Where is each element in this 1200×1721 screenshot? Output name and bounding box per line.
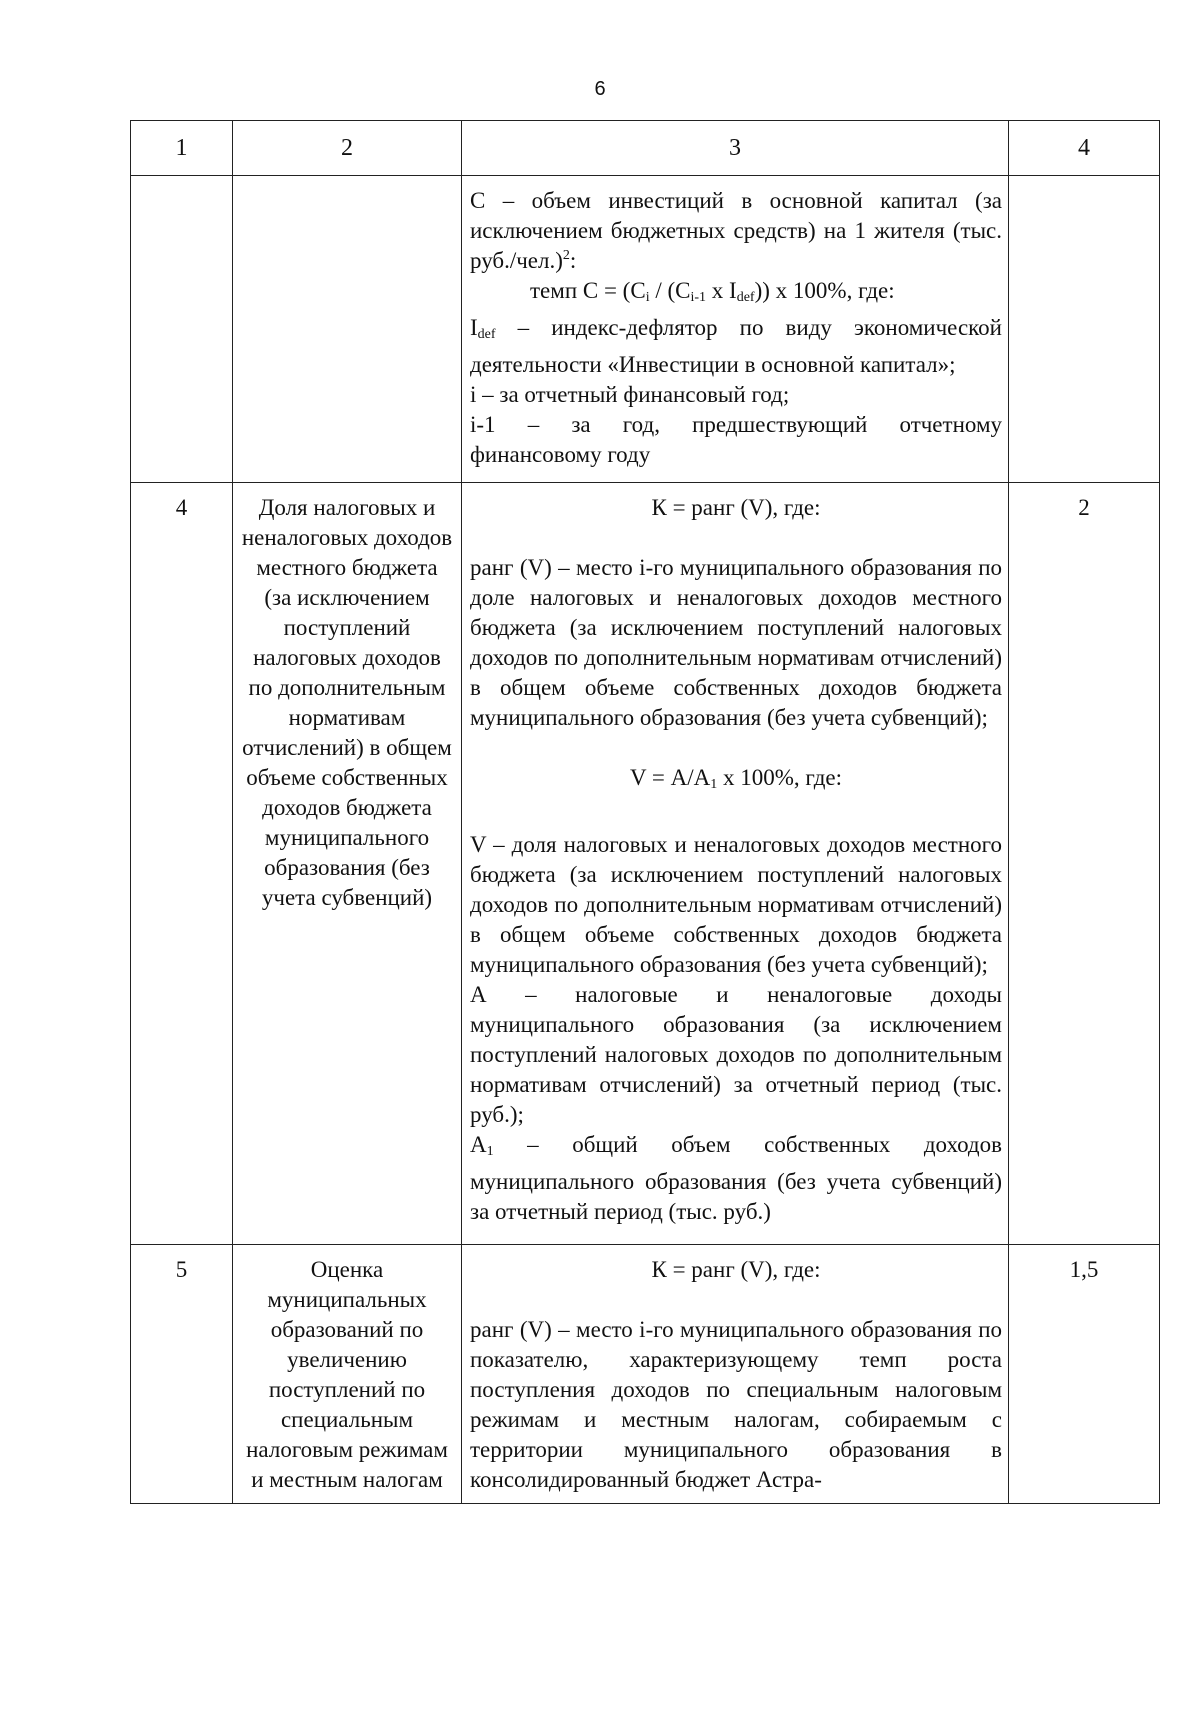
a1-definition: $А_1$ – общий объем собственных доходов муниципального образования (без учета субвенций) за отчетный период (тыс. руб.)	[470, 1132, 1002, 1224]
table-header-row	[131, 121, 1160, 176]
v-formula: $V = А/А_1$ х 100%, где:	[629, 765, 843, 792]
row-4-num: 4	[131, 483, 233, 1245]
header-col-3: 3	[462, 121, 1009, 176]
row-5-num: 5	[131, 1245, 233, 1504]
header-col-1: 1	[131, 121, 233, 176]
k-formula-row5: К = ранг (V), где:	[651, 1257, 821, 1282]
row-cont-num	[131, 176, 233, 483]
table-row-5	[131, 1245, 1160, 1504]
c-definition: С – объем инвестиций в основной капитал (за исключением бюджетных средств) на 1 жителя (тыс. руб./чел.)$^2$:	[470, 188, 1002, 273]
a-definition: А – налоговые и неналоговые доходы муниципального образования (за исключением поступлений налоговых доходов по дополнительным нормативам отчислений) за отчетный период (тыс. руб.);	[470, 982, 1002, 1127]
header-col-4: 4	[1009, 121, 1160, 176]
row-cont-method	[462, 176, 1009, 483]
row-4-name: Доля налоговых и неналоговых доходов местного бюджета (за исключением поступлений налоговых доходов по дополнительным нормативам отчислений) в общем объеме собственных доходов бюджета муниципального образования (без учета субвенций)	[233, 483, 462, 1245]
rank-definition-row5: ранг (V) – место i-го муниципального образования по показателю, характеризующему темп роста поступления доходов по специальным налоговым режимам и местным налогам, собираемым с территории муниципального образования в консолидированный бюджет Астра-	[470, 1317, 1002, 1492]
indicator-table	[130, 120, 1160, 1504]
row-4-method	[462, 483, 1009, 1245]
idef-definition: $I_{def}$ – индекс-дефлятор по виду экономической деятельности «Инвестиции в основной капитал»;	[470, 315, 1002, 377]
tempo-formula: темп $С = (С_i / (С_{i-1}$ х $I_{def}$)) х 100%, где:	[530, 278, 895, 305]
v-definition: V – доля налоговых и неналоговых доходов местного бюджета (за исключением поступлений налоговых доходов по дополнительным нормативам отчислений) в общем объеме собственных доходов бюджета муниципального образования (без учета субвенций);	[470, 832, 1002, 977]
row-cont-name	[233, 176, 462, 483]
table-row-continuation	[131, 176, 1160, 483]
row-4-weight: 2	[1009, 483, 1160, 1245]
row-5-method	[462, 1245, 1009, 1504]
i1-definition: i-1 – за год, предшествующий отчетному финансовому году	[470, 412, 1002, 467]
page-number: 6	[594, 78, 606, 100]
row-cont-weight	[1009, 176, 1160, 483]
i-definition: i – за отчетный финансовый год;	[470, 382, 790, 407]
table-row-4	[131, 483, 1160, 1245]
row-5-weight: 1,5	[1009, 1245, 1160, 1504]
row-5-name: Оценка муниципальных образований по увеличению поступлений по специальным налоговым режимам и местным налогам	[233, 1245, 462, 1504]
k-formula: К = ранг (V), где:	[651, 495, 821, 520]
header-col-2: 2	[233, 121, 462, 176]
rank-definition: ранг (V) – место i-го муниципального образования по доле налоговых и неналоговых доходов местного бюджета (за исключением поступлений налоговых доходов по дополнительным нормативам отчислений) в общем объеме собственных доходов бюджета муниципального образования (без учета субвенций);	[470, 555, 1002, 730]
